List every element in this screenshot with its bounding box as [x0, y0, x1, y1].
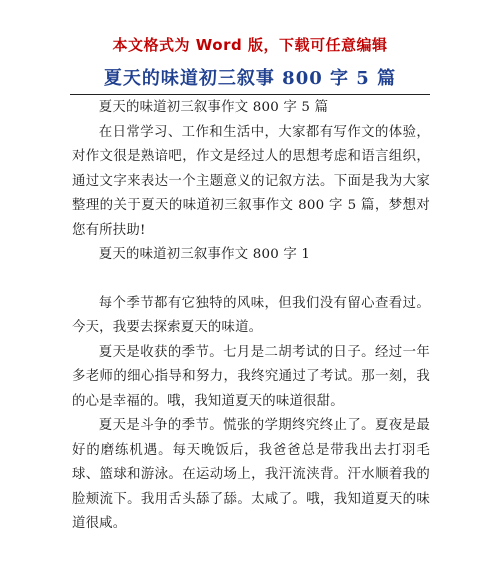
- document-subtitle: 夏天的味道初三叙事作文 800 字 5 篇: [98, 100, 329, 115]
- body-paragraph-1: 每个季节都有它独特的风味，但我们没有留心查看过。今天，我要去探索夏天的味道。: [72, 295, 430, 335]
- intro-paragraph: 在日常学习、工作和生活中，大家都有写作文的体验，对作文很是熟谙吧，作文是经过人的思想考虑和语言组织，通过文字来表达一个主题意义的记叙方法。下面是我为大家整理的关于夏天的味道初三叙事作文 800 字 5 篇，梦想对您有所扶助!: [72, 124, 430, 238]
- body-paragraph-2: 夏天是收获的季节。七月是二胡考试的日子。经过一年多老师的细心指导和努力，我终究通过了考试。那一刻，我的心是幸福的。哦，我知道夏天的味道很甜。: [72, 344, 430, 409]
- section-heading: 夏天的味道初三叙事作文 800 字 1: [98, 247, 311, 262]
- document-body: [72, 96, 430, 537]
- body-paragraph-3: 夏天是斗争的季节。慌张的学期终究终止了。夏夜是最好的磨练机遇。每天晚饭后，我爸爸总是带我出去打羽毛球、篮球和游泳。在运动场上，我汗流浃背。汗水顺着我的脸颊流下。我用舌头舔了舔。太咸了。哦，我知道夏天的味道很咸。: [72, 418, 430, 531]
- format-banner: 本文格式为 Word 版，下载可任意编辑: [112, 36, 388, 54]
- document-title: 夏天的味道初三叙事 800 字 5 篇: [103, 68, 397, 89]
- paragraph-gap: [72, 268, 430, 292]
- title-divider: [70, 94, 430, 95]
